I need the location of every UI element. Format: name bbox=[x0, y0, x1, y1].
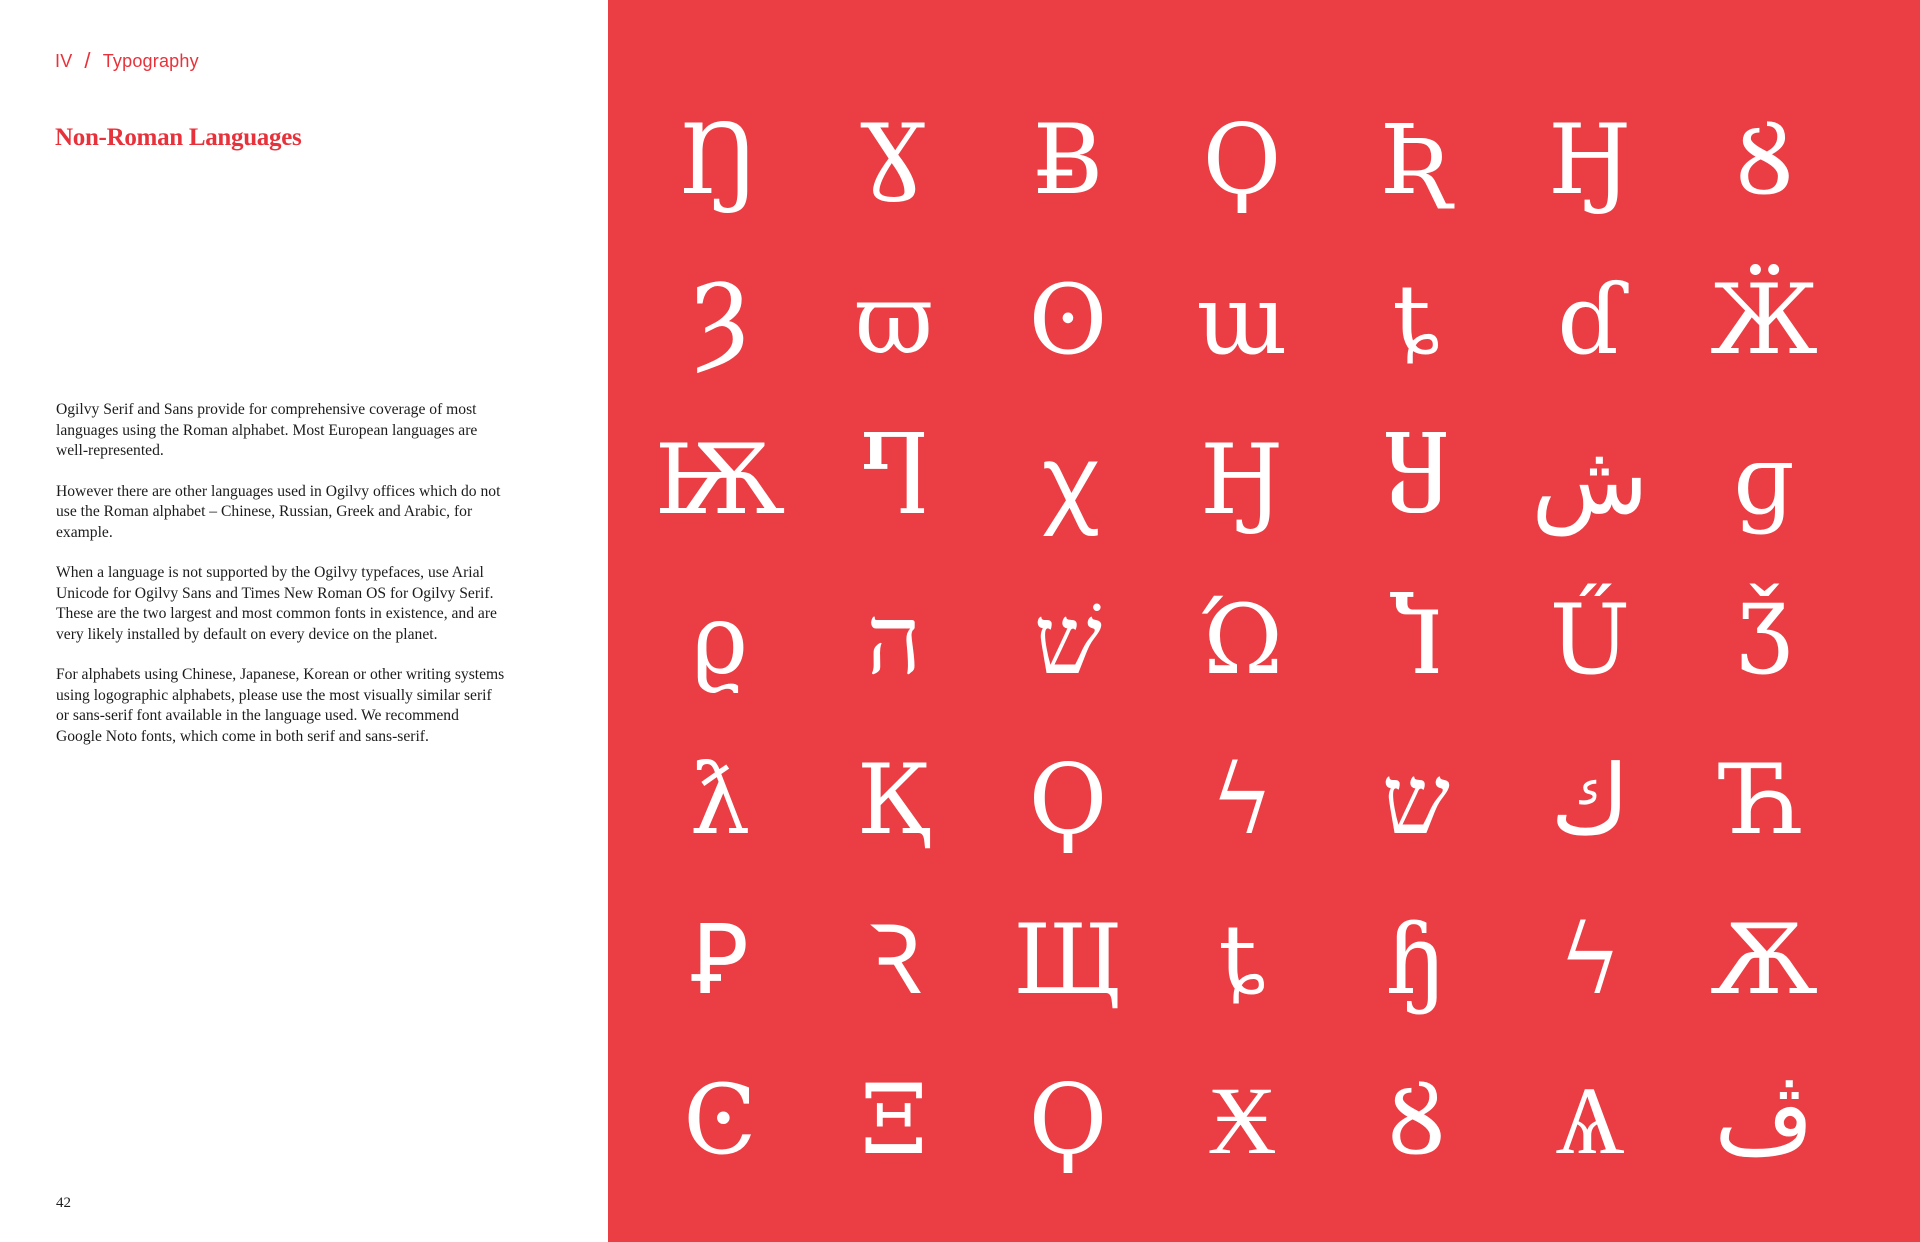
glyph-specimen: Ϙ bbox=[1028, 744, 1108, 856]
body-copy bbox=[56, 400, 506, 767]
glyph-specimen: Ξ bbox=[860, 1064, 928, 1176]
section-title: Typography bbox=[102, 50, 199, 71]
glyph-specimen: Ꝛ bbox=[865, 904, 923, 1016]
glyph-specimen: Ű bbox=[1549, 584, 1631, 696]
glyph-specimen: ʘ bbox=[1028, 264, 1108, 376]
glyph-specimen: Ѫ bbox=[1710, 904, 1818, 1016]
glyph-specimen: Ӈ bbox=[1548, 104, 1632, 216]
glyph-specimen: שׁ bbox=[1034, 584, 1102, 696]
paragraph: Ogilvy Serif and Sans provide for comprehensive coverage of most languages using the Roman alphabet. Most European languages are well-represented. bbox=[56, 401, 478, 459]
glyph-specimen: ϱ bbox=[691, 584, 749, 696]
glyph-specimen: Ȣ bbox=[1388, 1064, 1444, 1176]
glyph-specimen: Ϙ bbox=[1028, 1064, 1108, 1176]
text-page bbox=[0, 0, 608, 1242]
glyph-specimen: Ӈ bbox=[1200, 424, 1284, 536]
glyph-specimen: ɡ bbox=[1733, 424, 1795, 536]
section-number: IV bbox=[55, 50, 73, 71]
glyph-specimen: Ⴄ bbox=[858, 424, 930, 536]
glyph-specimen: Ώ bbox=[1201, 584, 1283, 696]
glyph-specimen: ȶ bbox=[1218, 904, 1266, 1016]
glyph-specimen: Ћ bbox=[1722, 744, 1806, 856]
glyph-specimen: Қ bbox=[856, 744, 932, 856]
glyph-specimen: ك bbox=[1550, 744, 1630, 856]
page-title: Non-Roman Languages bbox=[55, 124, 302, 151]
glyph-specimen: ϟ bbox=[1210, 744, 1274, 856]
glyph-specimen: ȶ bbox=[1392, 264, 1440, 376]
breadcrumb bbox=[55, 48, 199, 74]
glyph-specimen: ɧ bbox=[1385, 904, 1447, 1016]
glyph-grid bbox=[654, 80, 1865, 1176]
breadcrumb-separator: / bbox=[84, 48, 91, 73]
glyph-specimen: Ɣ bbox=[859, 104, 929, 216]
page-number: 42 bbox=[56, 1195, 71, 1211]
glyph-specimen: ϖ bbox=[854, 264, 934, 376]
glyph-specimen: ɗ bbox=[1557, 264, 1623, 376]
glyph-specimen: Щ bbox=[1013, 904, 1123, 1016]
glyph-specimen: Ϙ bbox=[1202, 104, 1282, 216]
glyph-specimen: Ǯ bbox=[1736, 584, 1792, 696]
glyph-specimen: Ȣ bbox=[1736, 104, 1792, 216]
glyph-specimen: Ӿ bbox=[1207, 1064, 1277, 1176]
glyph-specimen: ڤ bbox=[1714, 1064, 1814, 1176]
glyph-specimen: ش bbox=[1531, 424, 1649, 536]
glyph-specimen: Ŋ bbox=[679, 104, 761, 216]
glyph-specimen: ꭓ bbox=[1041, 424, 1095, 536]
glyph-specimen: Ʀ bbox=[1379, 104, 1453, 216]
glyph-specimen: Ꝑ bbox=[691, 904, 749, 1016]
glyph-specimen: Ȝ bbox=[689, 264, 751, 376]
glyph-specimen: Ƀ bbox=[1032, 104, 1104, 216]
glyph-specimen: ה bbox=[866, 584, 922, 696]
glyph-specimen: Ͼ bbox=[683, 1064, 757, 1176]
glyph-specimen: ש bbox=[1382, 744, 1450, 856]
glyph-specimen: ƛ bbox=[689, 744, 751, 856]
glyph-specimen: ɯ bbox=[1196, 264, 1288, 376]
glyph-specimen: Ⴈ bbox=[1388, 584, 1444, 696]
glyph-specimen: Ⴘ bbox=[1380, 424, 1452, 536]
paragraph: For alphabets using Chinese, Japanese, Korean or other writing systems using logographic alphabets, please use the most visually similar serif or sans-serif font available in the language used. We recommend Google Noto fonts, which come in both serif and sans-serif. bbox=[56, 666, 505, 745]
paragraph: When a language is not supported by the Ogilvy typefaces, use Arial Unicode for Ogilvy Sans and Times New Roman OS for Ogilvy Serif. These are the two largest and most common fonts in existence, and are very likely installed by default on every device on the planet. bbox=[56, 564, 497, 643]
paragraph: However there are other languages used in Ogilvy offices which do not use the Roman alphabet – Chinese, Russian, Greek and Arabic, for example. bbox=[56, 482, 501, 541]
glyph-specimen: Ӝ bbox=[1710, 264, 1818, 376]
glyph-specimen: Ѭ bbox=[654, 424, 786, 536]
glyph-panel bbox=[608, 0, 1920, 1242]
glyph-specimen: ϟ bbox=[1558, 904, 1622, 1016]
glyph-specimen: Ѧ bbox=[1555, 1064, 1625, 1176]
